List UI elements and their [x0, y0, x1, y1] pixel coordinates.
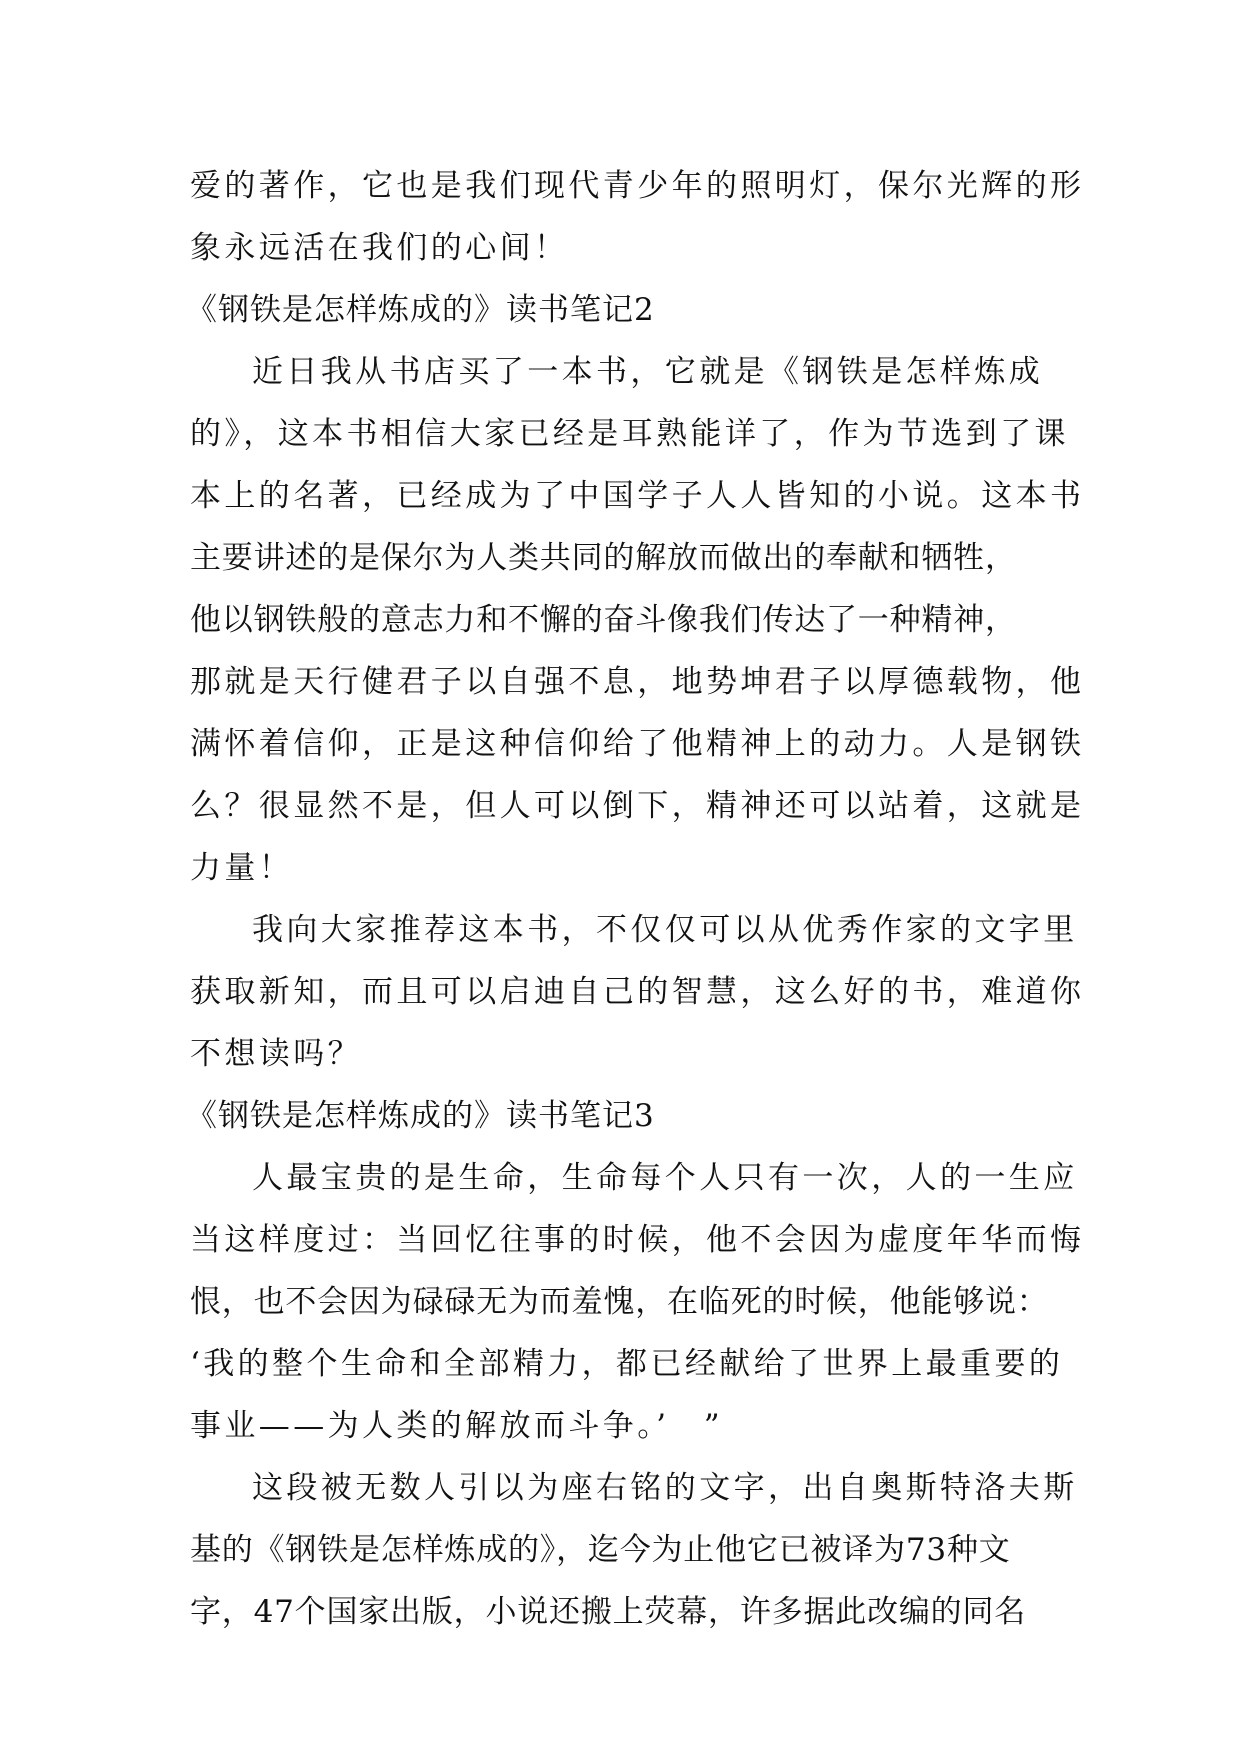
paragraph-first-line: 我向大家推荐这本书，不仅仅可以从优秀作家的文字里 — [252, 912, 1078, 948]
text-line: 主要讲述的是保尔为人类共同的解放而做出的奉献和牺牲， — [190, 540, 1017, 576]
text-line: ‘我的整个生命和全部精力，都已经献给了世界上最重要的 — [190, 1346, 1064, 1382]
text-line: 那就是天行健君子以自强不息，地势坤君子以厚德载物，他 — [190, 664, 1085, 700]
text-line: 他以钢铁般的意志力和不懈的奋斗像我们传达了一种精神， — [190, 602, 1017, 638]
text-line: 么？很显然不是，但人可以倒下，精神还可以站着，这就是 — [190, 788, 1085, 824]
text-line: 事业——为人类的解放而斗争。’ ” — [190, 1408, 724, 1444]
text-line: 恨，也不会因为碌碌无为而羞愧，在临死的时候，他能够说： — [190, 1284, 1049, 1320]
text-line: 字，47个国家出版，小说还搬上荧幕，许多据此改编的同名 — [190, 1594, 1027, 1630]
paragraph-first-line: 这段被无数人引以为座右铭的文字，出自奥斯特洛夫斯 — [252, 1470, 1078, 1506]
text-line: 爱的著作，它也是我们现代青少年的照明灯，保尔光辉的形 — [190, 168, 1085, 204]
section-heading: 《钢铁是怎样炼成的》读书笔记3 — [186, 1098, 655, 1134]
text-line: 不想读吗？ — [190, 1036, 362, 1072]
text-line: 力量！ — [190, 850, 294, 886]
document-body — [186, 155, 1085, 1643]
text-line: 象永远活在我们的心间！ — [190, 230, 569, 266]
text-line: 基的《钢铁是怎样炼成的》，迄今为止他它已被译为73种文 — [190, 1532, 1011, 1568]
paragraph-first-line: 人最宝贵的是生命，生命每个人只有一次，人的一生应 — [252, 1160, 1078, 1196]
text-line: 的》，这本书相信大家已经是耳熟能详了，作为节选到了课 — [190, 416, 1069, 452]
text-line: 本上的名著，已经成为了中国学子人人皆知的小说。这本书 — [190, 478, 1085, 514]
text-line: 满怀着信仰，正是这种信仰给了他精神上的动力。人是钢铁 — [190, 726, 1085, 762]
text-line: 当这样度过：当回忆往事的时候，他不会因为虚度年华而悔 — [190, 1222, 1085, 1258]
paragraph-first-line: 近日我从书店买了一本书，它就是《钢铁是怎样炼成 — [252, 354, 1044, 390]
section-heading: 《钢铁是怎样炼成的》读书笔记2 — [186, 292, 655, 328]
text-line: 获取新知，而且可以启迪自己的智慧，这么好的书，难道你 — [190, 974, 1085, 1010]
